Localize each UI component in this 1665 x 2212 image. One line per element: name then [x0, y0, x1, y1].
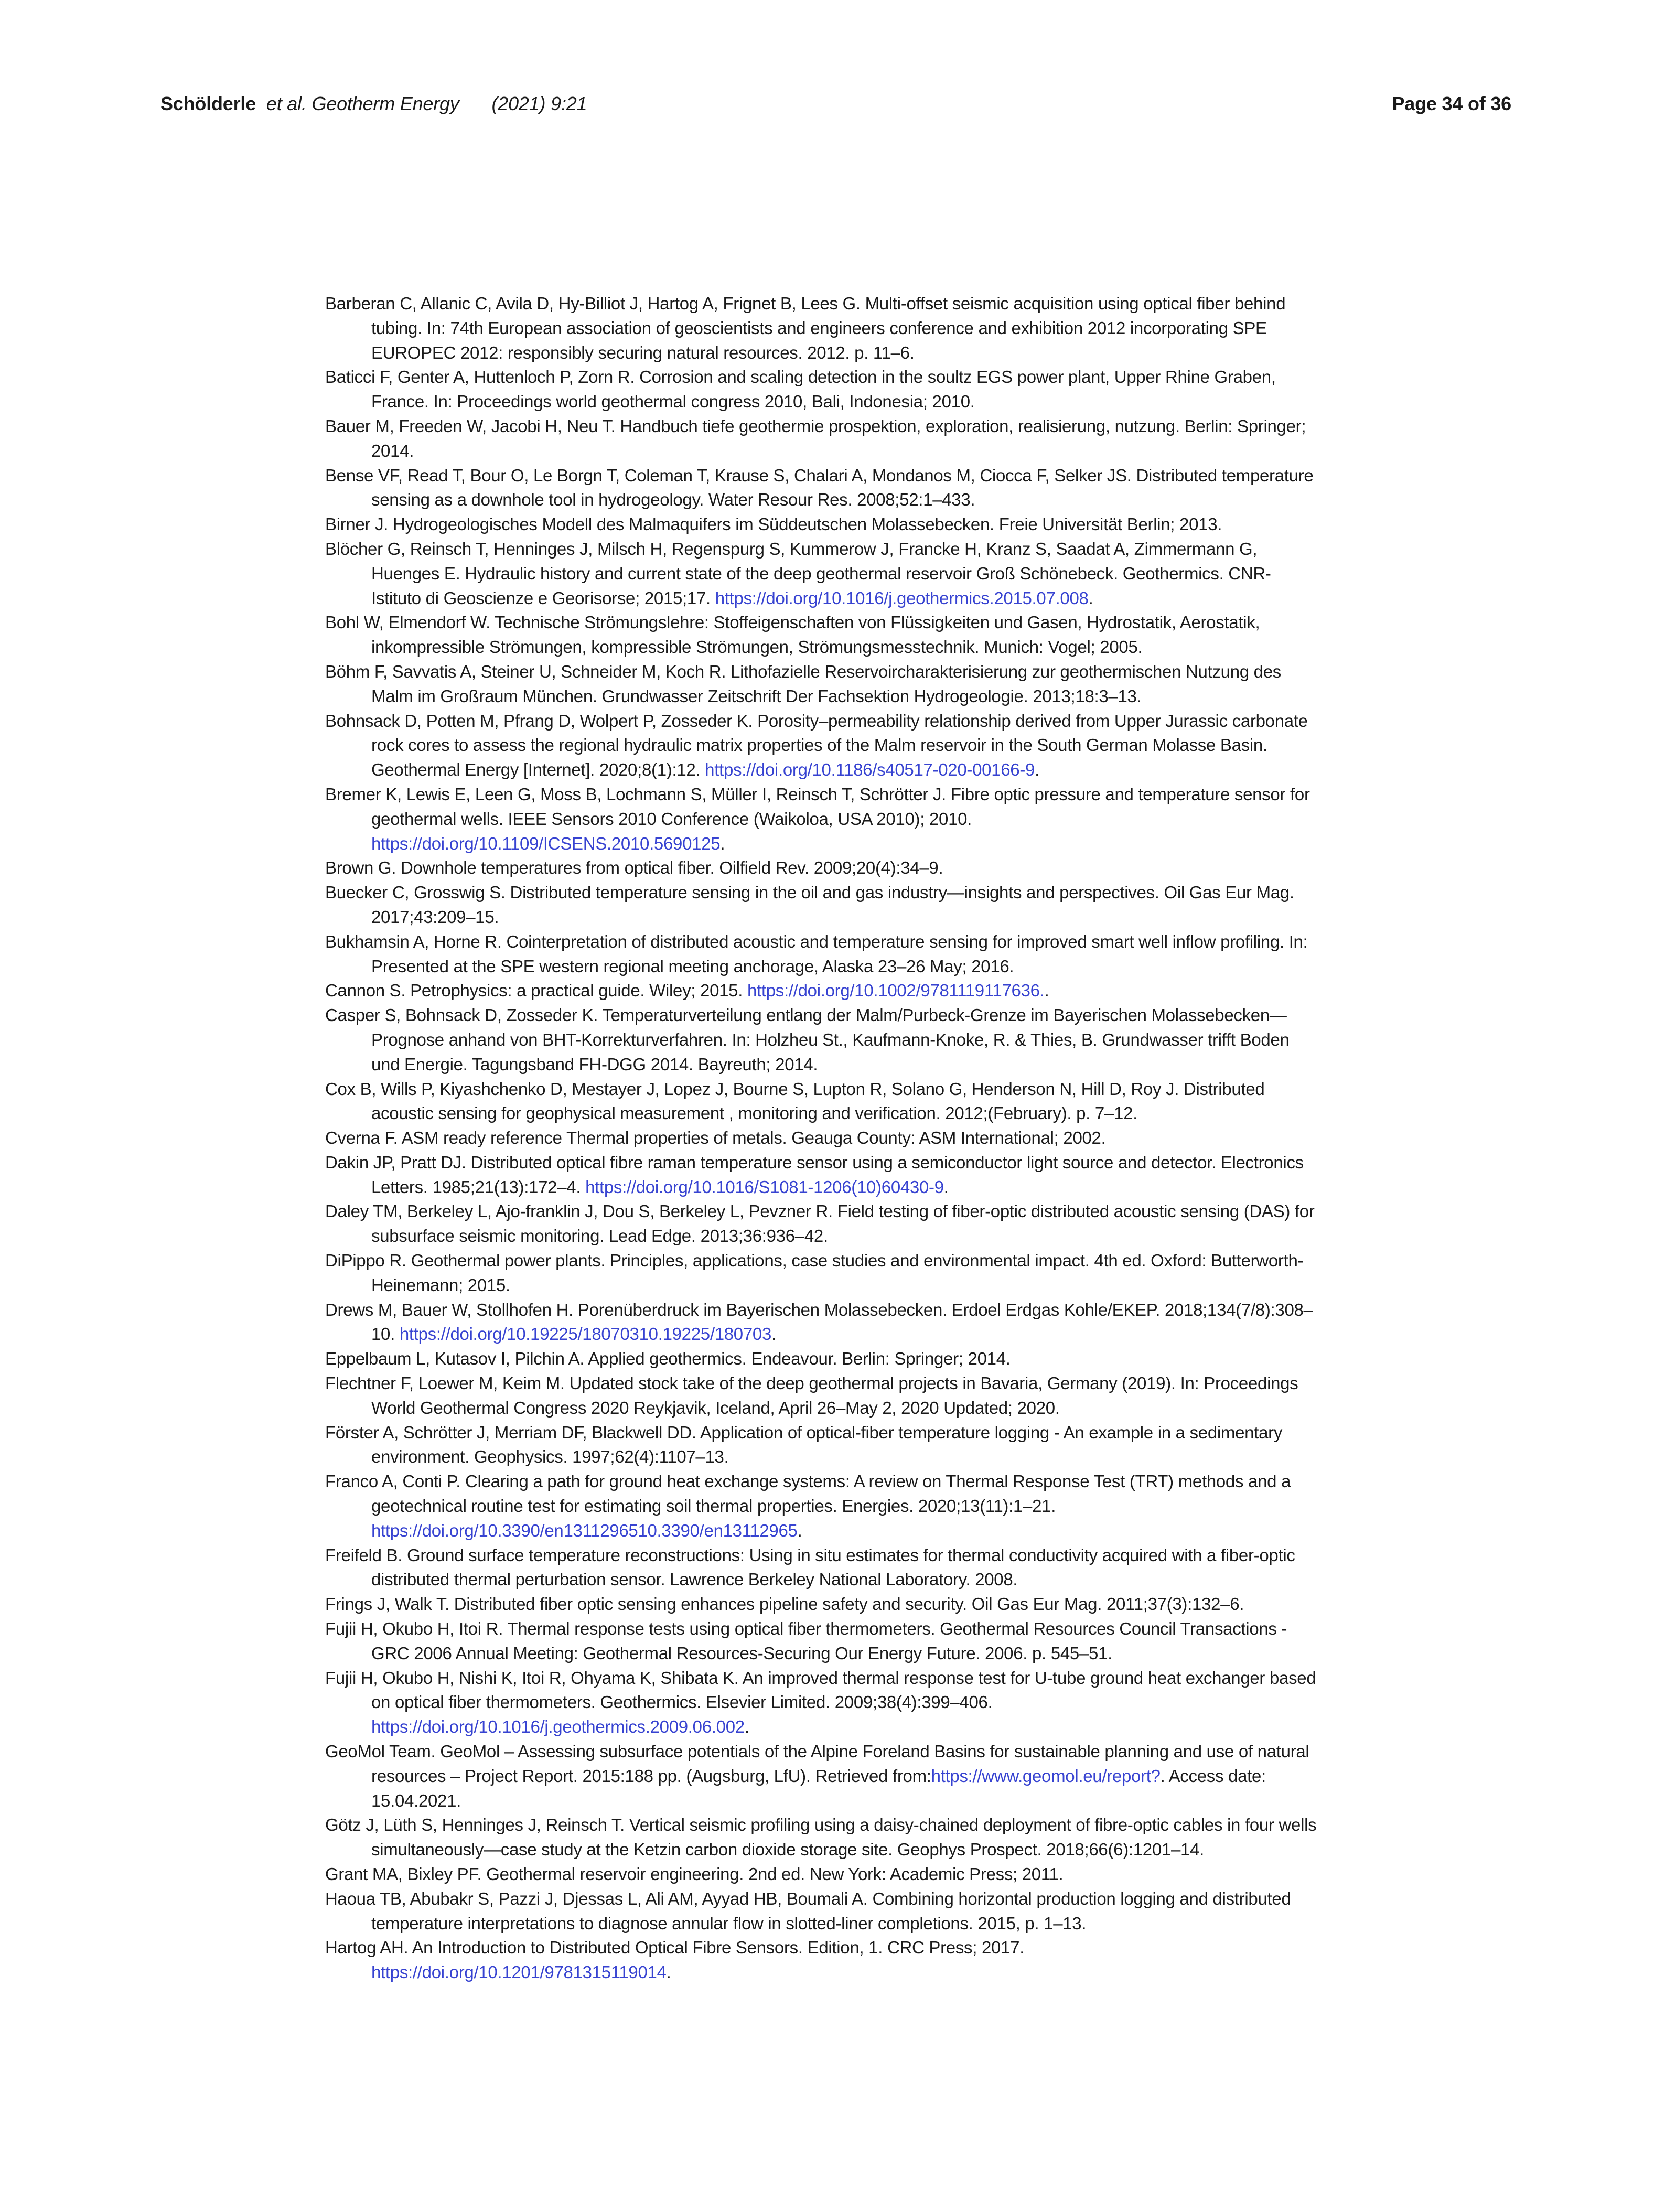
reference-text: Böhm F, Savvatis A, Steiner U, Schneider M, Koch R. Lithofazielle Reservoircharakterisierung zur geothermischen Nutzung des Malm im Großraum München. Grundwasser Zeitschrift Der Fachsektion Hydrogeologie. 2013;18:3–13.	[325, 661, 1281, 706]
reference-text: Buecker C, Grosswig S. Distributed temperature sensing in the oil and gas industry—insights and perspectives. Oil Gas Eur Mag. 2017;43:209–15.	[325, 883, 1294, 927]
reference-item	[325, 1371, 1317, 1421]
reference-text: Bohl W, Elmendorf W. Technische Strömungslehre: Stoffeigenschaften von Flüssigkeiten und Gasen, Hydrostatik, Aerostatik, inkompressible Strömungen, kompressible Strömungen, Strömungsmesstechnik. Munich: Vogel; 2005.	[325, 613, 1260, 657]
reference-text: . Access date: 15.04.2021.	[371, 1766, 1266, 1810]
reference-item	[325, 1862, 1317, 1887]
reference-item	[325, 365, 1317, 414]
reference-text: .	[744, 1717, 749, 1737]
reference-item	[325, 1543, 1317, 1593]
reference-text: Fujii H, Okubo H, Nishi K, Itoi R, Ohyama K, Shibata K. An improved thermal response test for U-tube ground heat exchanger based on optical fiber thermometers. Geothermics. Elsevier Limited. 2009;38(4):399–406.	[325, 1668, 1316, 1712]
running-header	[160, 92, 1511, 115]
reference-text: Bohnsack D, Potten M, Pfrang D, Wolpert P, Zosseder K. Porosity–permeability relationship derived from Upper Jurassic carbonate rock cores to assess the regional hydraulic matrix properties of the Malm reservoir in the South German Molasse Basin. Geothermal Energy [Internet]. 2020;8(1):12.	[325, 711, 1308, 780]
reference-item	[325, 709, 1317, 782]
reference-text: Drews M, Bauer W, Stollhofen H. Porenüberdruck im Bayerischen Molassebecken. Erdoel Erdgas Kohle/EKEP. 2018;134(7/8):308–10.	[325, 1300, 1313, 1344]
reference-text: Bauer M, Freeden W, Jacobi H, Neu T. Handbuch tiefe geothermie prospektion, exploration, realisierung, nutzung. Berlin: Springer; 2014.	[325, 416, 1306, 460]
reference-text: Flechtner F, Loewer M, Keim M. Updated stock take of the deep geothermal projects in Bavaria, Germany (2019). In: Proceedings World Geothermal Congress 2020 Reykjavik, Iceland, April 26–May 2, 2020 Updated; 2020.	[325, 1373, 1298, 1418]
reference-item	[325, 782, 1317, 856]
reference-item	[325, 1813, 1317, 1862]
doi-link[interactable]: https://doi.org/10.1016/j.geothermics.2015.07.008	[715, 588, 1089, 608]
reference-text: Freifeld B. Ground surface temperature reconstructions: Using in situ estimates for thermal conductivity acquired with a fiber-optic distributed thermal perturbation sensor. Lawrence Berkeley National Laboratory. 2008.	[325, 1545, 1295, 1590]
reference-text: .	[1088, 588, 1093, 608]
reference-item	[325, 660, 1317, 709]
reference-text: Götz J, Lüth S, Henninges J, Reinsch T. Vertical seismic profiling using a daisy-chained deployment of fibre-optic cables in four wells simultaneously—case study at the Ketzin carbon dioxide storage site. Geophys Prospect. 2018;66(6):1201–14.	[325, 1815, 1317, 1860]
reference-item	[325, 1469, 1317, 1543]
reference-item	[325, 1249, 1317, 1298]
reference-text: Baticci F, Genter A, Huttenloch P, Zorn R. Corrosion and scaling detection in the soultz EGS power plant, Upper Rhine Graben, France. In: Proceedings world geothermal congress 2010, Bali, Indonesia; 2010.	[325, 367, 1276, 412]
header-citation	[160, 92, 587, 115]
reference-text: Bukhamsin A, Horne R. Cointerpretation of distributed acoustic and temperature sensing for improved smart well inflow profiling. In: Presented at the SPE western regional meeting anchorage, Alaska 23–26 May; 2016.	[325, 931, 1308, 976]
reference-text: .	[720, 833, 725, 853]
reference-text: Daley TM, Berkeley L, Ajo-franklin J, Dou S, Berkeley L, Pevzner R. Field testing of fiber-optic distributed acoustic sensing (DAS) for subsurface seismic monitoring. Lead Edge. 2013;36:936–42.	[325, 1201, 1315, 1246]
reference-item	[325, 1739, 1317, 1813]
reference-item	[325, 1592, 1317, 1617]
reference-item	[325, 1936, 1317, 1985]
reference-text: Fujii H, Okubo H, Itoi R. Thermal response tests using optical fiber thermometers. Geothermal Resources Council Transactions - GRC 2006 Annual Meeting: Geothermal Resources-Securing Our Energy Future. 2006. p. 545–51.	[325, 1619, 1287, 1663]
reference-item	[325, 1617, 1317, 1666]
reference-text: .	[771, 1324, 776, 1344]
reference-item	[325, 1887, 1317, 1936]
reference-item	[325, 1151, 1317, 1200]
header-journal-title: et al. Geotherm Energy	[266, 93, 459, 114]
reference-text: Eppelbaum L, Kutasov I, Pilchin A. Applied geothermics. Endeavour. Berlin: Springer; 2014.	[325, 1349, 1011, 1369]
reference-text: GeoMol Team. GeoMol – Assessing subsurface potentials of the Alpine Foreland Basins for sustainable planning and use of natural resources – Project Report. 2015:188 pp. (Augsburg, LfU). Retrieved from:	[325, 1742, 1309, 1786]
reference-text: .	[1044, 981, 1049, 1001]
reference-text: Barberan C, Allanic C, Avila D, Hy-Billiot J, Hartog A, Frignet B, Lees G. Multi-offset seismic acquisition using optical fiber behind tubing. In: 74th European association of geoscientists and engineers conference and exhibition 2012 incorporating SPE EUROPEC 2012: responsibly securing natural resources. 2012. p. 11–6.	[325, 294, 1286, 362]
references-list	[325, 292, 1317, 1985]
doi-link[interactable]: https://doi.org/10.1186/s40517-020-00166-9	[705, 760, 1035, 780]
reference-item	[325, 1347, 1317, 1371]
doi-link[interactable]: https://doi.org/10.1109/ICSENS.2010.5690125	[371, 833, 721, 853]
reference-item	[325, 292, 1317, 365]
reference-text: Cox B, Wills P, Kiyashchenko D, Mestayer J, Lopez J, Bourne S, Lupton R, Solano G, Henderson N, Hill D, Roy J. Distributed acoustic sensing for geophysical measurement , monitoring and verification. 2012;(February). p. 7–12.	[325, 1079, 1265, 1123]
reference-text: Haoua TB, Abubakr S, Pazzi J, Djessas L, Ali AM, Ayyad HB, Boumali A. Combining horizontal production logging and distributed temperature interpretations to diagnose annular flow in slotted-liner completions. 2015, p. 1–13.	[325, 1888, 1291, 1933]
reference-text: Franco A, Conti P. Clearing a path for ground heat exchange systems: A review on Thermal Response Test (TRT) methods and a geotechnical routine test for estimating soil thermal properties. Energies. 2020;13(11):1–21.	[325, 1472, 1291, 1516]
reference-text: Förster A, Schrötter J, Merriam DF, Blackwell DD. Application of optical-fiber temperature logging - An example in a sedimentary environment. Geophysics. 1997;62(4):1107–13.	[325, 1422, 1283, 1467]
reference-text: DiPippo R. Geothermal power plants. Principles, applications, case studies and environmental impact. 4th ed. Oxford: Butterworth-Heinemann; 2015.	[325, 1251, 1304, 1295]
reference-item	[325, 930, 1317, 979]
header-issue-info: (2021) 9:21	[491, 93, 587, 114]
reference-text: .	[797, 1520, 802, 1540]
doi-link[interactable]: https://doi.org/10.3390/en1311296510.3390/en13112965	[371, 1520, 798, 1540]
reference-item	[325, 979, 1317, 1003]
reference-text: Bremer K, Lewis E, Leen G, Moss B, Lochmann S, Müller I, Reinsch T, Schrötter J. Fibre optic pressure and temperature sensor for geothermal wells. IEEE Sensors 2010 Conference (Waikoloa, USA 2010); 2010.	[325, 784, 1310, 829]
doi-link[interactable]: https://doi.org/10.1002/9781119117636.	[747, 981, 1045, 1001]
reference-item	[325, 1298, 1317, 1347]
reference-item	[325, 610, 1317, 660]
reference-text: Hartog AH. An Introduction to Distributed Optical Fibre Sensors. Edition, 1. CRC Press; 2017.	[325, 1938, 1025, 1958]
reference-text: Blöcher G, Reinsch T, Henninges J, Milsch H, Regenspurg S, Kummerow J, Francke H, Kranz S, Saadat A, Zimmermann G, Huenges E. Hydraulic history and current state of the deep geothermal reservoir Groß Schönebeck. Geothermics. CNR-Istituto di Geoscienze e Georisorse; 2015;17.	[325, 539, 1271, 608]
reference-item	[325, 512, 1317, 537]
reference-text: Grant MA, Bixley PF. Geothermal reservoir engineering. 2nd ed. New York: Academic Press; 2011.	[325, 1864, 1064, 1884]
reference-text: Casper S, Bohnsack D, Zosseder K. Temperaturverteilung entlang der Malm/Purbeck-Grenze im Bayerischen Molassebecken—Prognose anhand von BHT-Korrekturverfahren. In: Holzheu St., Kaufmann-Knoke, R. & Thies, B. Grundwasser trifft Boden und Energie. Tagungsband FH-DGG 2014. Bayreuth; 2014.	[325, 1005, 1290, 1074]
doi-link[interactable]: https://doi.org/10.1016/j.geothermics.2009.06.002	[371, 1717, 745, 1737]
doi-link[interactable]: https://doi.org/10.1016/S1081-1206(10)60430-9	[585, 1177, 944, 1197]
reference-text: .	[1035, 760, 1039, 780]
reference-item	[325, 1421, 1317, 1470]
doi-link[interactable]: https://doi.org/10.19225/18070310.19225/180703	[399, 1324, 772, 1344]
reference-item	[325, 1199, 1317, 1249]
reference-item	[325, 1077, 1317, 1126]
reference-item	[325, 1126, 1317, 1151]
header-authors: Schölderle	[160, 93, 256, 114]
reference-text: Dakin JP, Pratt DJ. Distributed optical fibre raman temperature sensor using a semiconductor light source and detector. Electronics Letters. 1985;21(13):172–4.	[325, 1152, 1304, 1197]
reference-item	[325, 880, 1317, 930]
reference-text: .	[943, 1177, 949, 1197]
reference-item	[325, 856, 1317, 880]
reference-item	[325, 464, 1317, 513]
reference-text: Brown G. Downhole temperatures from optical fiber. Oilfield Rev. 2009;20(4):34–9.	[325, 858, 943, 878]
reference-text: .	[666, 1962, 671, 1982]
reference-text: Bense VF, Read T, Bour O, Le Borgn T, Coleman T, Krause S, Chalari A, Mondanos M, Ciocca F, Selker JS. Distributed temperature sensing as a downhole tool in hydrogeology. Water Resour Res. 2008;52:1–433.	[325, 465, 1314, 510]
reference-text: Frings J, Walk T. Distributed fiber optic sensing enhances pipeline safety and security. Oil Gas Eur Mag. 2011;37(3):132–6.	[325, 1594, 1244, 1614]
reference-text: Cannon S. Petrophysics: a practical guide. Wiley; 2015.	[325, 981, 747, 1001]
doi-link[interactable]: https://www.geomol.eu/report?	[931, 1766, 1161, 1786]
reference-item	[325, 537, 1317, 610]
reference-item	[325, 414, 1317, 464]
reference-text: Cverna F. ASM ready reference Thermal properties of metals. Geauga County: ASM International; 2002.	[325, 1128, 1106, 1148]
reference-item	[325, 1666, 1317, 1739]
reference-text: Birner J. Hydrogeologisches Modell des Malmaquifers im Süddeutschen Molassebecken. Freie Universität Berlin; 2013.	[325, 514, 1222, 534]
doi-link[interactable]: https://doi.org/10.1201/9781315119014	[371, 1962, 667, 1982]
reference-item	[325, 1003, 1317, 1077]
page-number: Page 34 of 36	[1392, 93, 1511, 114]
